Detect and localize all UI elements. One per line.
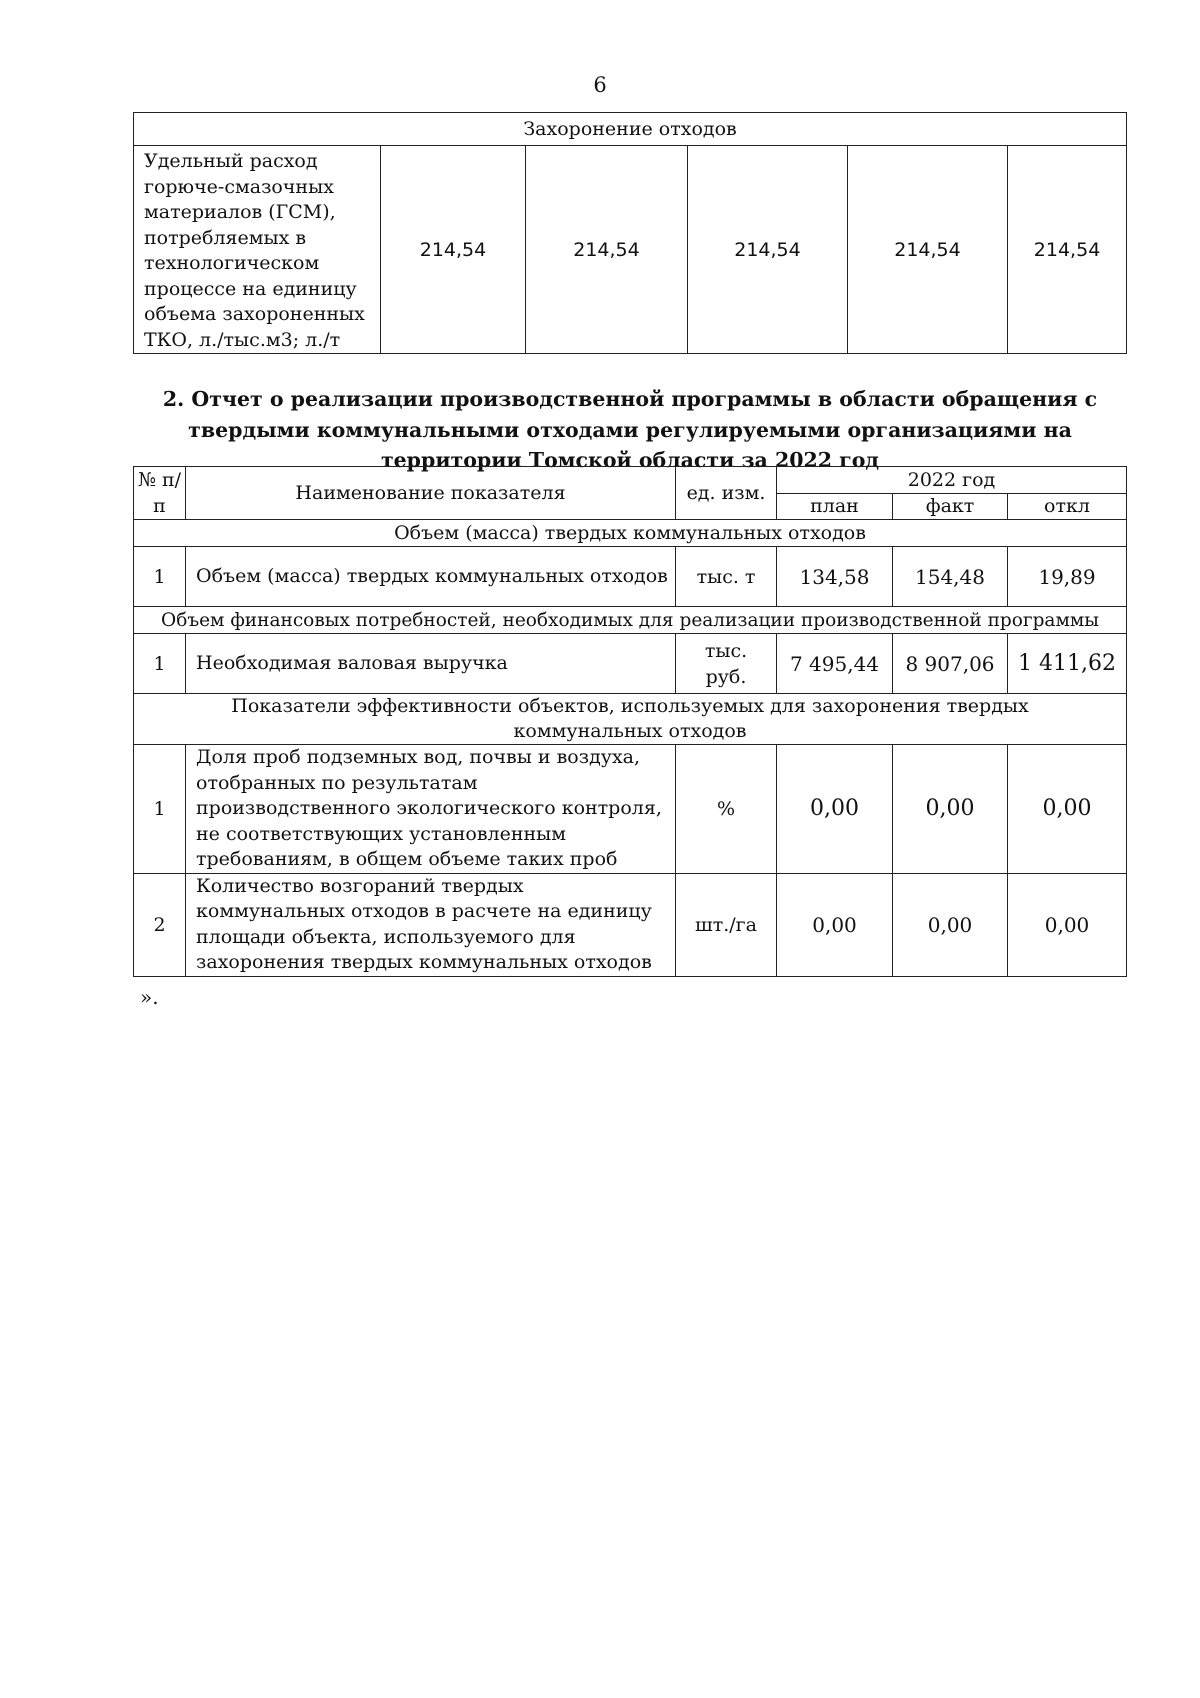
indicator-name: Количество возгораний твердых коммунальных отходов в расчете на единицу площади объекта, используемого для захоронения твердых коммунальных отходов [186,873,676,976]
plan-value: 7 495,44 [777,634,893,694]
deviation-value: 0,00 [1008,745,1127,874]
value-cell: 214,54 [688,146,848,354]
table-row [134,146,1127,354]
closing-quote: ». [140,985,159,1009]
value-cell: 214,54 [526,146,688,354]
row-num: 1 [134,547,186,607]
value-cell: 214,54 [381,146,526,354]
header-plan: план [777,493,893,520]
indicator-description: Удельный расход горюче-смазочных материалов (ГСМ), потребляемых в технологическом процессе на единицу объема захороненных ТКО, л./тыс.м3; л./т [134,146,381,354]
row-num: 1 [134,634,186,694]
deviation-value: 19,89 [1008,547,1127,607]
header-deviation: откл [1008,493,1127,520]
header-fact: факт [893,493,1008,520]
group-title: Объем финансовых потребностей, необходимых для реализации производственной программы [134,607,1127,634]
unit-cell: шт./га [676,873,777,976]
unit-cell: тыс. руб. [676,634,777,694]
fact-value: 0,00 [893,745,1008,874]
header-unit: ед. изм. [676,467,777,520]
header-name: Наименование показателя [186,467,676,520]
value-cell: 214,54 [1008,146,1127,354]
row-num: 1 [134,745,186,874]
indicator-name: Объем (масса) твердых коммунальных отходов [186,547,676,607]
header-num: № п/п [134,467,186,520]
unit-cell: тыс. т [676,547,777,607]
fact-value: 8 907,06 [893,634,1008,694]
section-2-heading: 2. Отчет о реализации производственной программы в области обращения с твердыми коммунальными отходами регулируемыми организациями на территории Томской области за 2022 год [162,387,1098,472]
table-row [134,634,1127,694]
table-row [134,547,1127,607]
page-number: 6 [593,73,607,97]
header-year: 2022 год [777,467,1127,494]
deviation-value: 0,00 [1008,873,1127,976]
fact-value: 154,48 [893,547,1008,607]
deviation-value: 1 411,62 [1008,634,1127,694]
plan-value: 0,00 [777,873,893,976]
gsm-consumption-table [133,112,1127,354]
group-title: Объем (масса) твердых коммунальных отходов [134,520,1127,547]
plan-value: 134,58 [777,547,893,607]
table-row [134,745,1127,874]
production-program-report-table [133,466,1127,977]
unit-cell: % [676,745,777,874]
table-row [134,873,1127,976]
fact-value: 0,00 [893,873,1008,976]
plan-value: 0,00 [777,745,893,874]
value-cell: 214,54 [848,146,1008,354]
indicator-name: Доля проб подземных вод, почвы и воздуха, отобранных по результатам производственного экологического контроля, не соответствующих установленным требованиям, в общем объеме таких проб [186,745,676,874]
group-title: Показатели эффективности объектов, используемых для захоронения твердых коммунальных отходов [134,694,1127,745]
indicator-name: Необходимая валовая выручка [186,634,676,694]
row-num: 2 [134,873,186,976]
section-label-waste-burial: Захоронение отходов [134,113,1127,146]
